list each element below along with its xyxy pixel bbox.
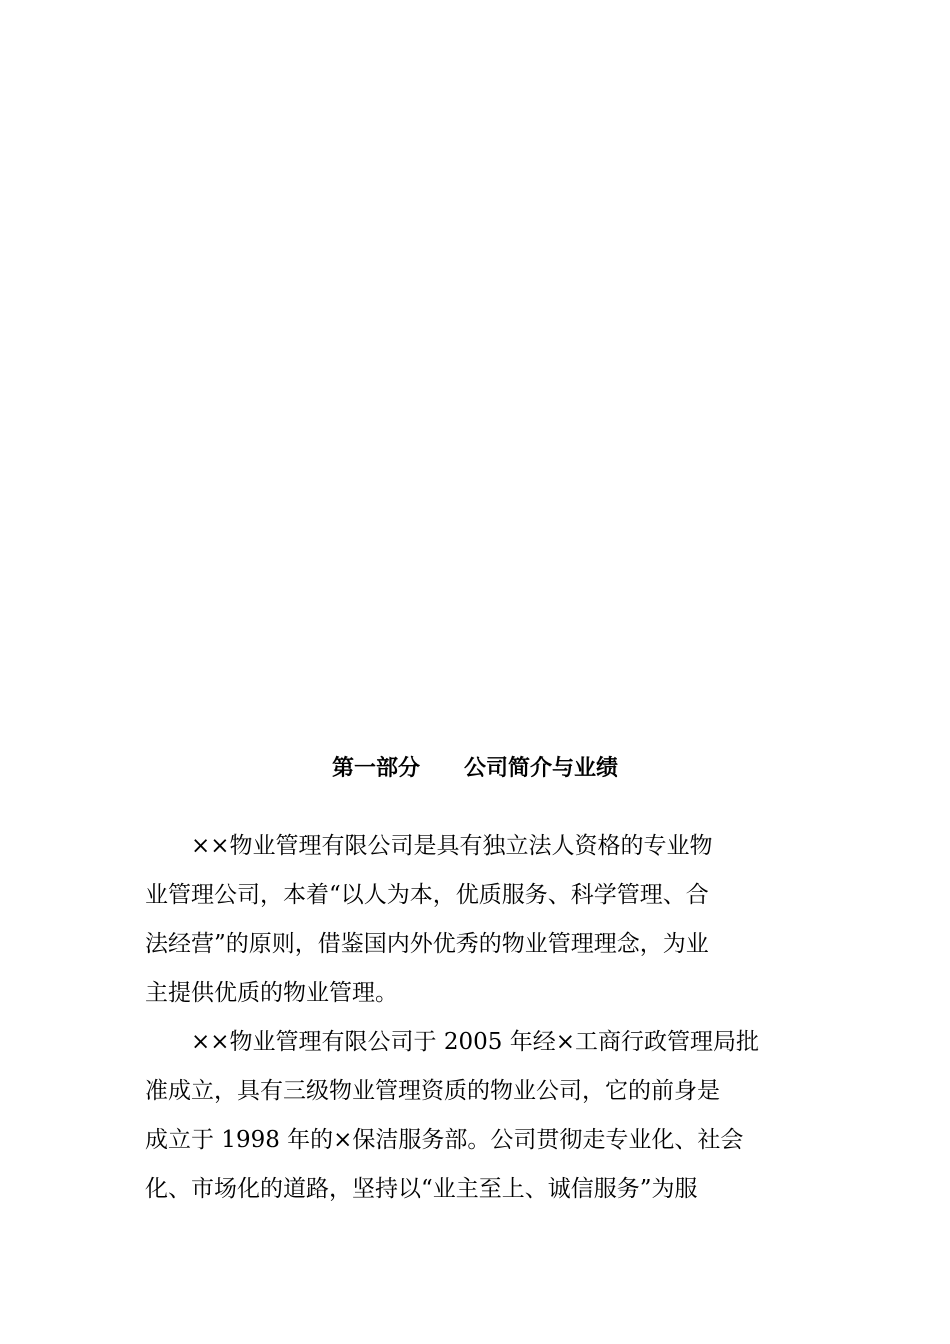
paragraph-line: ××物业管理有限公司是具有独立法人资格的专业物 [145, 833, 713, 859]
paragraph-line: 业管理公司，本着“以人为本，优质服务、科学管理、合 [145, 882, 709, 908]
paragraph-line: 主提供优质的物业管理。 [145, 980, 398, 1006]
paragraph-line: 化、市场化的道路，坚持以“业主至上、诚信服务”为服 [145, 1176, 698, 1202]
section-title: 第一部分 公司简介与业绩 [331, 756, 618, 781]
body-text [145, 822, 807, 1214]
paragraph-line: ××物业管理有限公司于 2005 年经×工商行政管理局批 [145, 1029, 759, 1055]
paragraph-line: 准成立，具有三级物业管理资质的物业公司，它的前身是 [145, 1078, 720, 1104]
paragraph-1 [145, 822, 807, 1018]
paragraph-2 [145, 1018, 807, 1214]
paragraph-line: 成立于 1998 年的×保洁服务部。公司贯彻走专业化、社会 [145, 1127, 744, 1153]
paragraph-line: 法经营”的原则，借鉴国内外优秀的物业管理理念，为业 [145, 931, 709, 957]
